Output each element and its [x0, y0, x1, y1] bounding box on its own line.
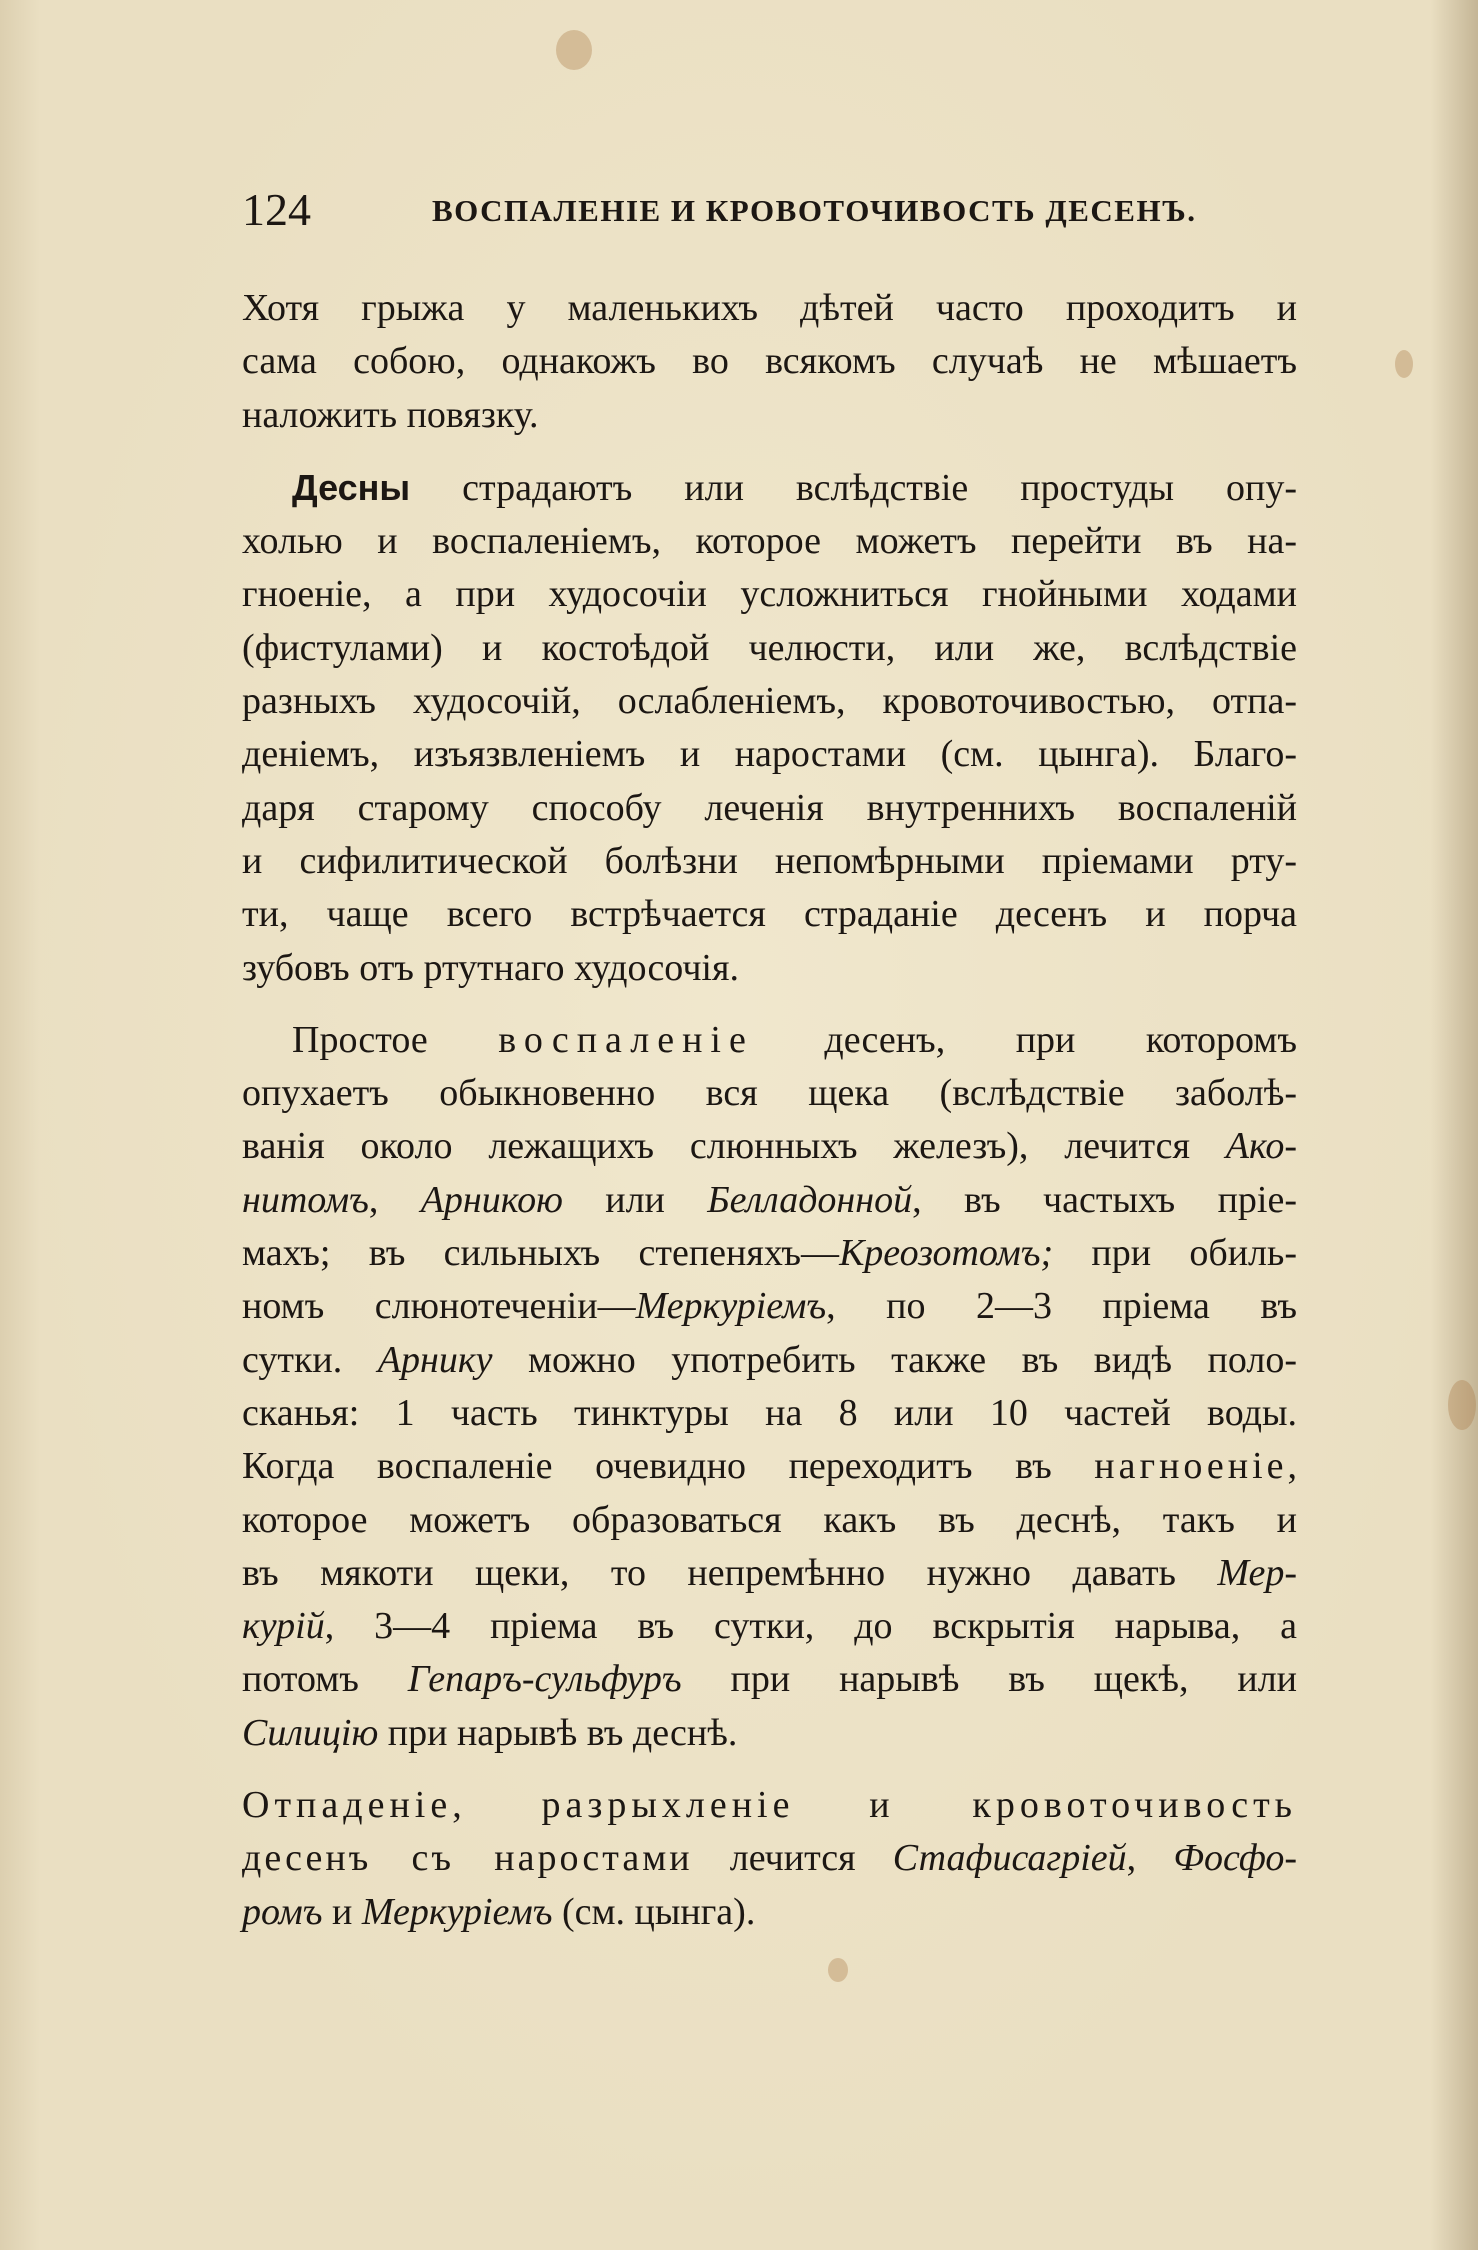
- text-line: потомъ Гепаръ-сульфуръ при нарывѣ въ щекѣ, или: [242, 1658, 1298, 1701]
- spaced-term: нагноеніе: [1094, 1445, 1288, 1488]
- text-line: сама собою, однакожъ во всякомъ случаѣ не мѣшаетъ: [242, 340, 1297, 383]
- remedy-name: ромъ: [242, 1890, 323, 1933]
- paragraph-4: [242, 1779, 1297, 1939]
- remedy-name: Арнику: [377, 1338, 493, 1381]
- remedy-name: курій: [242, 1605, 325, 1648]
- paper-stain: [556, 30, 592, 70]
- running-title: ВОСПАЛЕНІЕ И КРОВОТОЧИВОСТЬ ДЕСЕНЪ.: [432, 193, 1197, 228]
- text-line: Десны страдаютъ или вслѣдствіе простуды опу-: [292, 466, 1297, 509]
- page-header: [242, 182, 1302, 238]
- remedy-name: Меркуріемъ: [635, 1285, 827, 1328]
- paragraph-2: [242, 461, 1297, 995]
- text-line: нитомъ, Арникою или Белладонной, въ частыхъ пріе-: [242, 1178, 1297, 1221]
- text-line: холью и воспаленіемъ, которое можетъ перейти въ на-: [242, 520, 1297, 563]
- text-line: разныхъ худосочій, ослабленіемъ, кровоточивостью, отпа-: [242, 680, 1297, 723]
- text-line: которое можетъ образоваться какъ въ деснѣ, такъ и: [242, 1498, 1297, 1541]
- remedy-name: Белладонной: [707, 1178, 913, 1221]
- paragraph-3: [242, 1014, 1297, 1760]
- text-line: номъ слюнотеченіи—Меркуріемъ, по 2—3 пріема въ: [242, 1285, 1297, 1328]
- remedy-name: Креозотомъ;: [839, 1232, 1054, 1275]
- text-line: махъ; въ сильныхъ степеняхъ—Креозотомъ; при обиль-: [242, 1232, 1297, 1275]
- spaced-term: и: [869, 1784, 898, 1827]
- body-text: [242, 282, 1297, 1939]
- paper-stain: [1448, 1380, 1476, 1430]
- spaced-term: разрыхленіе: [541, 1784, 795, 1827]
- text-line: наложить повязку.: [242, 393, 539, 436]
- text-line: въ мякоти щеки, то непремѣнно нужно давать Мер-: [242, 1551, 1297, 1594]
- text-line: ванія около лежащихъ слюнныхъ железъ), лечится Ако-: [242, 1125, 1297, 1168]
- spaced-term: воспаленіе: [498, 1018, 754, 1061]
- remedy-name: Гепаръ-сульфуръ: [407, 1658, 682, 1701]
- remedy-name: Фосфо-: [1173, 1837, 1298, 1880]
- text-line: зубовъ отъ ртутнаго худосочія.: [242, 946, 739, 989]
- remedy-name: Силицію: [242, 1711, 379, 1754]
- text-line: и сифилитической болѣзни непомѣрными пріемами рту-: [242, 839, 1297, 882]
- remedy-name: Арникою: [420, 1178, 563, 1221]
- text-line: курій, 3—4 пріема въ сутки, до вскрытія нарыва, а: [242, 1605, 1297, 1648]
- paragraph-1: [242, 282, 1297, 442]
- text-line: (фистулами) и костоѣдой челюсти, или же, вслѣдствіе: [242, 626, 1297, 669]
- section-keyword: Десны: [292, 466, 411, 508]
- page-number: 124: [242, 184, 311, 235]
- text-line: сутки. Арнику можно употребить также въ видѣ поло-: [242, 1338, 1297, 1381]
- spaced-term: Отпаденіе,: [242, 1784, 467, 1827]
- paper-stain: [828, 1958, 848, 1982]
- remedy-name: Мер-: [1217, 1551, 1297, 1594]
- text-line: Хотя грыжа у маленькихъ дѣтей часто проходитъ и: [242, 287, 1297, 329]
- text-line: даря старому способу леченія внутреннихъ воспаленій: [242, 786, 1297, 829]
- text-line: десенъ съ наростами лечится Стафисагріей, Фосфо-: [242, 1837, 1298, 1880]
- remedy-name: нитомъ: [242, 1178, 369, 1221]
- text-line: Когда воспаленіе очевидно переходитъ въ нагноеніе,: [242, 1445, 1297, 1488]
- text-line: Силицію при нарывѣ въ деснѣ.: [242, 1711, 738, 1754]
- paper-stain: [1395, 350, 1413, 378]
- text-line: гноеніе, а при худосочіи усложниться гнойными ходами: [242, 573, 1297, 616]
- remedy-name: Меркуріемъ: [361, 1890, 553, 1933]
- text-line: [242, 1779, 1297, 1832]
- spaced-term: кровоточивость: [972, 1784, 1298, 1827]
- spaced-term: десенъ съ наростами: [242, 1837, 693, 1880]
- text-line: ти, чаще всего встрѣчается страданіе десенъ и порча: [242, 893, 1297, 936]
- text-line: сканья: 1 часть тинктуры на 8 или 10 частей воды.: [242, 1391, 1297, 1434]
- text-line: опухаетъ обыкновенно вся щека (вслѣдствіе заболѣ-: [242, 1072, 1297, 1115]
- text-line: ромъ и Меркуріемъ (см. цынга).: [242, 1890, 756, 1933]
- remedy-name: Стафисагріей: [892, 1837, 1127, 1880]
- text-line: деніемъ, изъязвленіемъ и наростами (см. цынга). Благо-: [242, 733, 1297, 776]
- remedy-name: Ако-: [1225, 1125, 1297, 1168]
- text-line: Простое воспаленіе десенъ, при которомъ: [292, 1018, 1297, 1061]
